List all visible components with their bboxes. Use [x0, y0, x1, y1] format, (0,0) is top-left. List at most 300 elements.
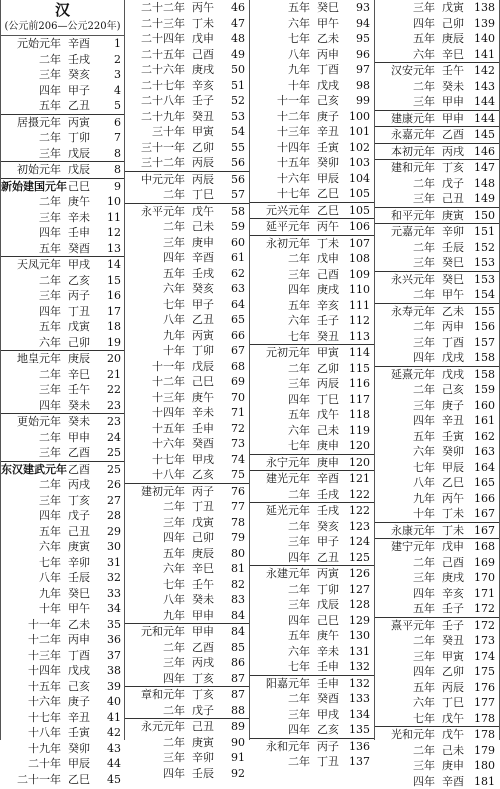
ganzhi-year: 庚申: [185, 235, 221, 251]
ganzhi-year: 己未: [435, 743, 471, 759]
era-name: 二年: [250, 691, 310, 707]
era-name: 七年: [125, 577, 185, 593]
ganzhi-year: 癸丑: [185, 109, 221, 125]
table-row: [1, 508, 124, 524]
era-name: 六年: [250, 423, 310, 439]
ad-year: 152: [471, 240, 495, 256]
ad-year: 36: [97, 632, 121, 648]
table-row: [375, 743, 499, 759]
table-row: [1, 304, 124, 320]
ad-year: 38: [97, 663, 121, 679]
ganzhi-year: 戊戌: [435, 367, 471, 383]
table-row: [125, 266, 249, 282]
era-name: 二年: [125, 499, 185, 515]
ad-year: 149: [471, 191, 495, 207]
era-name: 二年: [375, 240, 435, 256]
ganzhi-year: 戊申: [435, 539, 471, 555]
ganzhi-year: 戊辰: [310, 597, 346, 613]
table-row: [125, 686, 249, 703]
era-name: 四年: [375, 774, 435, 789]
era-name: 三年: [250, 597, 310, 613]
ganzhi-year: 乙亥: [61, 273, 97, 289]
ad-year: 32: [97, 570, 121, 586]
ad-year: 172: [471, 618, 495, 634]
ad-year: 4: [97, 83, 121, 99]
table-row: [250, 329, 374, 345]
table-row: [125, 499, 249, 515]
ad-year: 67: [221, 343, 245, 359]
table-row: [125, 390, 249, 406]
ad-year: 2: [97, 52, 121, 68]
table-row: [250, 407, 374, 423]
era-name: 五年: [375, 680, 435, 696]
era-name: 九年: [1, 586, 61, 602]
table-row: [250, 376, 374, 392]
ganzhi-year: 丙申: [435, 319, 471, 335]
ganzhi-year: 壬寅: [435, 429, 471, 445]
ganzhi-year: 庚寅: [61, 539, 97, 555]
table-row: [1, 539, 124, 555]
ad-year: 59: [221, 219, 245, 235]
ganzhi-year: 乙卯: [435, 664, 471, 680]
table-row: [125, 750, 249, 766]
era-name: 三年: [375, 398, 435, 414]
table-row: [250, 298, 374, 314]
ad-year: 86: [221, 655, 245, 671]
table-row: [1, 210, 124, 226]
ad-year: 8: [97, 162, 121, 178]
ad-year: 51: [221, 78, 245, 94]
ganzhi-year: 丁丑: [61, 304, 97, 320]
ganzhi-year: 癸未: [61, 398, 97, 414]
ganzhi-year: 戊午: [185, 204, 221, 220]
ganzhi-year: 丙戌: [185, 655, 221, 671]
ad-year: 85: [221, 640, 245, 656]
era-name: 建和元年: [375, 160, 435, 176]
era-name: 八年: [375, 475, 435, 491]
ganzhi-year: 癸未: [185, 592, 221, 608]
table-row: [1, 382, 124, 398]
ganzhi-year: 癸未: [61, 414, 97, 430]
ganzhi-year: 己丑: [185, 719, 221, 735]
ganzhi-year: 己亥: [310, 93, 346, 109]
era-name: 十年: [250, 78, 310, 94]
table-row: [1, 477, 124, 493]
ganzhi-year: 甲午: [435, 287, 471, 303]
ganzhi-year: 乙未: [435, 304, 471, 320]
ganzhi-year: 丙子: [185, 484, 221, 500]
ganzhi-year: 甲寅: [435, 649, 471, 665]
ad-year: 87: [221, 687, 245, 703]
ganzhi-year: 辛巳: [61, 367, 97, 383]
ad-year: 178: [471, 727, 495, 743]
table-row: [125, 405, 249, 421]
era-name: 五年: [375, 31, 435, 47]
era-name: 中元元年: [125, 172, 185, 188]
table-row: [250, 470, 374, 487]
table-row: [1, 335, 124, 351]
era-name: 七年: [250, 31, 310, 47]
ganzhi-year: 辛亥: [310, 298, 346, 314]
table-row: [1, 241, 124, 257]
table-row: [250, 62, 374, 78]
ganzhi-year: 丙申: [61, 632, 97, 648]
ganzhi-year: 丙戌: [61, 477, 97, 493]
ad-year: 73: [221, 436, 245, 452]
ad-year: 27: [97, 493, 121, 509]
table-row: [375, 382, 499, 398]
table-row: [250, 392, 374, 408]
table-row: [375, 62, 499, 79]
ad-year: 115: [346, 361, 370, 377]
ganzhi-year: 乙酉: [185, 640, 221, 656]
table-row: [125, 171, 249, 188]
era-name: 十年: [1, 601, 61, 617]
ad-year: 128: [346, 597, 370, 613]
ganzhi-year: 辛未: [185, 405, 221, 421]
era-name: 二十三年: [125, 16, 185, 32]
era-name: 五年: [1, 524, 61, 540]
ganzhi-year: 己巳: [185, 374, 221, 390]
table-row: [125, 623, 249, 640]
ad-year: 140: [471, 31, 495, 47]
table-row: [1, 445, 124, 461]
ganzhi-year: 己酉: [310, 267, 346, 283]
ad-year: 176: [471, 680, 495, 696]
table-row: [1, 225, 124, 241]
era-name: 三年: [125, 750, 185, 766]
table-row: [375, 366, 499, 383]
ad-year: 120: [346, 438, 370, 454]
ad-year: 160: [471, 398, 495, 414]
era-name: 九年: [125, 608, 185, 624]
ad-year: 135: [346, 722, 370, 738]
ad-year: 116: [346, 376, 370, 392]
ad-year: 33: [97, 586, 121, 602]
ganzhi-year: 辛丑: [435, 413, 471, 429]
ganzhi-year: 癸卯: [435, 444, 471, 460]
ad-year: 84: [221, 624, 245, 640]
table-row: [250, 487, 374, 503]
era-name: 五年: [1, 98, 61, 114]
table-row: [375, 664, 499, 680]
era-name: 永和元年: [250, 739, 310, 755]
era-column-3: [250, 0, 375, 740]
ad-year: 123: [346, 519, 370, 535]
table-row: [125, 374, 249, 390]
table-row: [375, 475, 499, 491]
ganzhi-year: 丁亥: [185, 671, 221, 687]
ganzhi-year: 癸酉: [310, 691, 346, 707]
era-name: 六年: [375, 47, 435, 63]
ganzhi-year: 庚子: [310, 109, 346, 125]
ganzhi-year: 辛未: [310, 644, 346, 660]
ad-year: 143: [471, 79, 495, 95]
table-row: [1, 694, 124, 710]
ganzhi-year: 甲申: [435, 94, 471, 110]
era-name: 三年: [375, 649, 435, 665]
ad-year: 110: [346, 282, 370, 298]
era-name: 永初元年: [250, 236, 310, 252]
ganzhi-year: 戊戌: [310, 78, 346, 94]
ganzhi-year: 壬子: [435, 618, 471, 634]
ganzhi-year: 乙卯: [185, 140, 221, 156]
ad-year: 11: [97, 210, 121, 226]
table-row: [125, 718, 249, 735]
era-name: 二年: [375, 633, 435, 649]
era-name: 二年: [250, 519, 310, 535]
era-name: 五年: [250, 628, 310, 644]
ad-year: 120: [346, 455, 370, 471]
ad-year: 105: [346, 203, 370, 219]
ad-year: 50: [221, 62, 245, 78]
ganzhi-year: 丙寅: [61, 115, 97, 131]
era-name: 九年: [375, 491, 435, 507]
era-name: 更始元年: [1, 414, 61, 430]
ganzhi-year: 丙午: [185, 0, 221, 16]
table-row: [125, 140, 249, 156]
ganzhi-year: 辛卯: [185, 750, 221, 766]
ad-year: 14: [97, 257, 121, 273]
ad-year: 71: [221, 405, 245, 421]
era-name: 永嘉元年: [375, 127, 435, 143]
ad-year: 92: [221, 766, 245, 782]
era-name: 四年: [375, 16, 435, 32]
era-name: 五年: [125, 546, 185, 562]
ganzhi-year: 癸巳: [61, 586, 97, 602]
ganzhi-year: 甲寅: [185, 124, 221, 140]
ganzhi-year: 丙戌: [435, 144, 471, 160]
table-row: [125, 467, 249, 483]
table-row: [375, 287, 499, 303]
ad-year: 89: [221, 719, 245, 735]
table-row: [375, 711, 499, 727]
ganzhi-year: 壬辰: [185, 766, 221, 782]
table-row: [375, 555, 499, 571]
ad-year: 57: [221, 187, 245, 203]
table-row: [375, 303, 499, 320]
table-row: [1, 83, 124, 99]
ganzhi-year: 乙丑: [61, 98, 97, 114]
ad-year: 122: [346, 487, 370, 503]
table-row: [250, 582, 374, 598]
ganzhi-year: 乙亥: [185, 467, 221, 483]
era-name: 十二年: [250, 109, 310, 125]
table-row: [375, 586, 499, 602]
table-row: [1, 648, 124, 664]
era-name: 四年: [1, 304, 61, 320]
table-row: [125, 203, 249, 220]
ganzhi-year: 庚辰: [61, 351, 97, 367]
era-name: 章和元年: [125, 687, 185, 703]
ganzhi-year: 戊戌: [61, 663, 97, 679]
ad-year: 175: [471, 664, 495, 680]
era-name: 二年: [375, 176, 435, 192]
era-name: 延平元年: [250, 219, 310, 235]
ganzhi-year: 丁卯: [310, 582, 346, 598]
era-name: 十八年: [125, 467, 185, 483]
ad-year: 83: [221, 592, 245, 608]
table-row: [250, 754, 374, 770]
table-row: [250, 707, 374, 723]
ad-year: 154: [471, 287, 495, 303]
ganzhi-year: 丙午: [435, 491, 471, 507]
table-row: [250, 0, 374, 16]
ganzhi-year: 壬午: [435, 63, 471, 79]
ganzhi-year: 乙巳: [310, 186, 346, 202]
ad-year: 47: [221, 16, 245, 32]
era-name: 六年: [250, 16, 310, 32]
ganzhi-year: 己巳: [310, 613, 346, 629]
table-row: [375, 695, 499, 711]
table-row: [375, 207, 499, 224]
ganzhi-year: 己未: [185, 219, 221, 235]
ad-year: 19: [97, 335, 121, 351]
era-name: 五年: [250, 298, 310, 314]
ad-year: 94: [346, 16, 370, 32]
ganzhi-year: 戊午: [310, 407, 346, 423]
table-row: [375, 143, 499, 160]
ad-year: 24: [97, 430, 121, 446]
table-row: [1, 725, 124, 741]
ad-year: 101: [346, 124, 370, 140]
ganzhi-year: 庚戌: [185, 62, 221, 78]
table-row: [250, 109, 374, 125]
era-name: 三年: [1, 445, 61, 461]
ad-year: 129: [346, 613, 370, 629]
ad-year: 23: [97, 398, 121, 414]
ad-year: 178: [471, 711, 495, 727]
ad-year: 41: [97, 710, 121, 726]
era-name: 建康元年: [375, 111, 435, 127]
table-row: [250, 565, 374, 582]
ganzhi-year: 丙午: [310, 219, 346, 235]
era-name: 四年: [125, 766, 185, 782]
ganzhi-year: 乙丑: [185, 312, 221, 328]
ganzhi-year: 乙卯: [310, 361, 346, 377]
ad-year: 150: [471, 208, 495, 224]
ganzhi-year: 甲子: [310, 534, 346, 550]
ganzhi-year: 庚辰: [185, 546, 221, 562]
era-name: 延熹元年: [375, 367, 435, 383]
ad-year: 97: [346, 62, 370, 78]
ganzhi-year: 己酉: [185, 47, 221, 63]
ganzhi-year: 己卯: [185, 530, 221, 546]
ganzhi-year: 甲辰: [435, 460, 471, 476]
era-name: 二十七年: [125, 78, 185, 94]
ad-year: 10: [97, 194, 121, 210]
table-row: [1, 586, 124, 602]
era-name: 四年: [1, 83, 61, 99]
era-name: 建宁元年: [375, 539, 435, 555]
ganzhi-year: 庚子: [61, 694, 97, 710]
ganzhi-year: 辛巳: [185, 561, 221, 577]
ad-year: 54: [221, 124, 245, 140]
ad-year: 98: [346, 78, 370, 94]
era-name: 十年: [125, 343, 185, 359]
table-row: [375, 16, 499, 32]
ad-year: 95: [346, 31, 370, 47]
ad-year: 9: [97, 179, 121, 195]
ganzhi-year: 壬戌: [61, 52, 97, 68]
ganzhi-year: 庚午: [61, 194, 97, 210]
era-name: 二年: [250, 582, 310, 598]
table-row: [1, 617, 124, 633]
era-column-4: [375, 0, 500, 740]
table-header: [1, 0, 124, 36]
ad-year: 158: [471, 367, 495, 383]
era-name: 五年: [125, 266, 185, 282]
table-row: [375, 617, 499, 634]
table-row: [375, 429, 499, 445]
table-row: [125, 235, 249, 251]
ganzhi-year: 甲辰: [61, 756, 97, 772]
era-name: 和平元年: [375, 208, 435, 224]
era-name: 二年: [1, 367, 61, 383]
era-name: 永元元年: [125, 719, 185, 735]
ganzhi-year: 丙申: [310, 47, 346, 63]
ganzhi-year: 丁未: [310, 236, 346, 252]
table-row: [125, 515, 249, 531]
table-row: [250, 251, 374, 267]
table-row: [1, 772, 124, 788]
era-name: 四年: [125, 250, 185, 266]
era-name: 五年: [1, 241, 61, 257]
table-row: [250, 454, 374, 471]
ad-year: 45: [97, 772, 121, 788]
table-row: [1, 679, 124, 695]
ad-year: 52: [221, 93, 245, 109]
table-row: [375, 398, 499, 414]
table-row: [1, 98, 124, 114]
ganzhi-year: 乙酉: [61, 445, 97, 461]
dynasty-range: (公元前206—公元220年): [1, 19, 124, 34]
ad-year: 61: [221, 250, 245, 266]
ad-year: 25: [97, 462, 121, 478]
table-row: [125, 250, 249, 266]
ad-year: 5: [97, 98, 121, 114]
table-row: [375, 335, 499, 351]
era-name: 二年: [250, 754, 310, 770]
table-row: [125, 546, 249, 562]
table-row: [125, 124, 249, 140]
era-name: 五年: [250, 407, 310, 423]
ad-year: 167: [471, 523, 495, 539]
ganzhi-year: 丙子: [310, 739, 346, 755]
ad-year: 26: [97, 477, 121, 493]
ganzhi-year: 辛丑: [310, 124, 346, 140]
ad-year: 136: [346, 739, 370, 755]
ad-year: 164: [471, 460, 495, 476]
era-name: 三年: [375, 570, 435, 586]
table-row: [1, 52, 124, 68]
era-name: 永建元年: [250, 566, 310, 582]
ganzhi-year: 丙辰: [185, 172, 221, 188]
table-row: [250, 691, 374, 707]
ad-year: 170: [471, 570, 495, 586]
era-name: 永寿元年: [375, 304, 435, 320]
ad-year: 173: [471, 633, 495, 649]
ganzhi-year: 己未: [310, 423, 346, 439]
ad-year: 15: [97, 273, 121, 289]
era-name: 七年: [250, 329, 310, 345]
table-row: [375, 110, 499, 127]
era-name: 三年: [250, 376, 310, 392]
ad-year: 58: [221, 204, 245, 220]
ganzhi-year: 壬子: [310, 313, 346, 329]
table-row: [375, 491, 499, 507]
era-name: 三年: [375, 191, 435, 207]
